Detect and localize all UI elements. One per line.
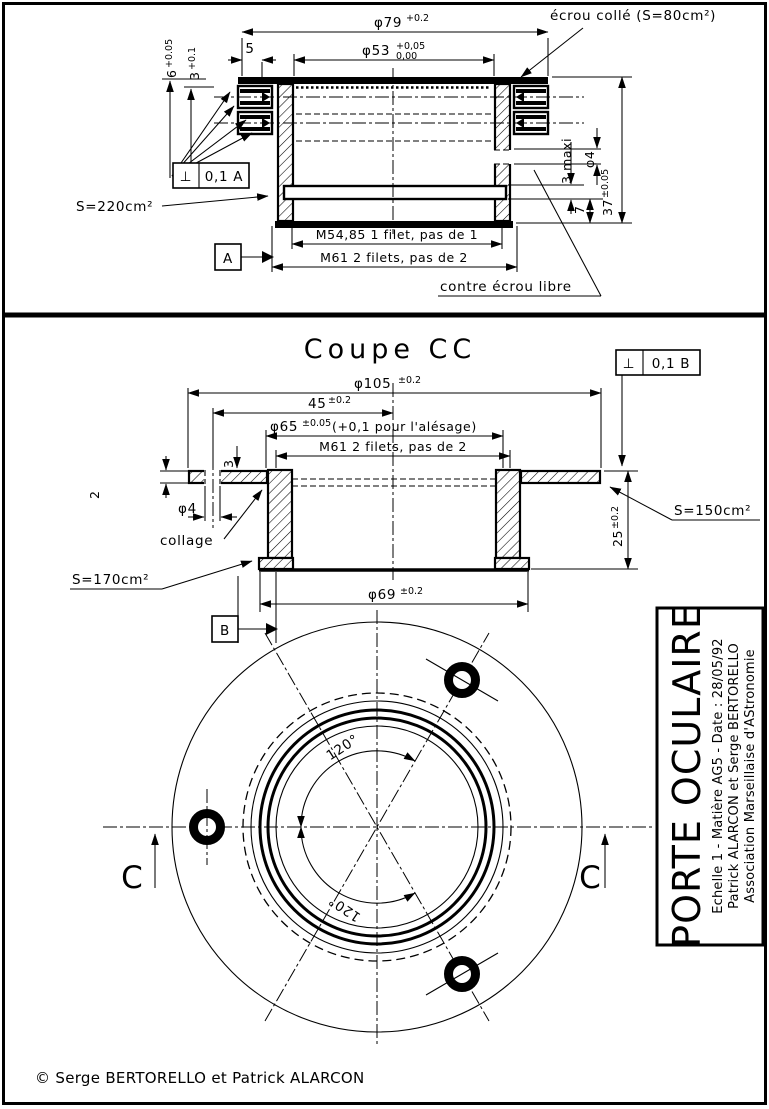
perpendicularity-icon: ⊥ (179, 169, 193, 185)
shoulder-ring (284, 186, 506, 199)
dim-5-label: 5 (245, 41, 255, 57)
svg-text:±0.05: ±0.05 (600, 168, 611, 198)
datum-a-label: A (223, 251, 233, 267)
left-flange (189, 471, 267, 483)
svg-text:+0.1: +0.1 (187, 46, 198, 70)
svg-text:3: 3 (221, 459, 236, 468)
svg-text:37: 37 (600, 198, 615, 216)
coupe-cc-title: Coupe CC (303, 334, 477, 365)
sheet-frame (2, 4, 767, 1104)
dim-phi79-tol: +0.2 (406, 13, 430, 24)
dim-phi105-tol: ±0.2 (398, 375, 422, 386)
title-block-line2: Patrick ALARCON et Serge BERTORELLO (727, 643, 742, 909)
dim-phi65-tol: ±0.05 (302, 418, 332, 429)
svg-text:3: 3 (187, 71, 202, 80)
dim-phi53-label: φ53 (362, 43, 391, 59)
right-flange (521, 471, 600, 483)
dim-phi4-top-label (582, 151, 597, 168)
s150-label: S=150cm² (674, 503, 752, 519)
dim-phi65-label: φ65 (270, 419, 299, 435)
fcf-b-tolerance: 0,1 B (651, 356, 691, 372)
left-wall (268, 470, 292, 558)
copyright-text: © Serge BERTORELLO et Patrick ALARCON (35, 1069, 365, 1087)
svg-text:φ4: φ4 (582, 150, 597, 168)
dim-m61-top-label: M61 2 filets, pas de 2 (320, 250, 468, 265)
collage-label: collage (160, 533, 214, 549)
datum-b-label: B (220, 623, 230, 639)
dim-phi53-tol-upper: +0,05 (396, 41, 426, 52)
contre-ecrou-label: contre écrou libre (440, 279, 572, 295)
dim-phi69-tol: ±0.2 (400, 586, 424, 597)
svg-text:25: 25 (610, 529, 625, 547)
s170-label: S=170cm² (72, 572, 150, 588)
left-wall-hatch (278, 84, 293, 221)
s220-label: S=220cm² (76, 199, 154, 215)
dim-45-label: 45 (308, 396, 327, 412)
dim-phi105-label: φ105 (354, 376, 392, 392)
dim-phi4-coupe-label: φ4 (178, 501, 197, 517)
svg-text:7: 7 (572, 205, 587, 214)
dim-phi79-label: φ79 (374, 15, 403, 31)
perpendicularity-icon: ⊥ (622, 356, 636, 372)
section-c-right-label: C (579, 860, 601, 896)
dim-45-tol: ±0.2 (328, 395, 352, 406)
ecrou-colle-label: écrou collé (S=80cm²) (550, 8, 717, 24)
section-c-left-label: C (121, 860, 143, 896)
svg-text:±0.2: ±0.2 (610, 505, 621, 529)
feature-control-frame-a (173, 163, 249, 188)
svg-text:6: 6 (164, 69, 179, 78)
dim-m5485-label: M54,85 1 filet, pas de 1 (315, 227, 479, 242)
title-block-line1: Echelle 1 - Matière AG5 - Date : 28/05/92 (711, 638, 726, 914)
title-block (657, 604, 763, 948)
dim-phi65-note: (+0,1 pour l'alésage) (332, 419, 477, 434)
right-wall (496, 470, 520, 558)
dim-3-coupe-label (221, 459, 236, 468)
svg-text:+0.05: +0.05 (164, 38, 175, 68)
title-block-line3: Association Marseillaise d'AStronomie (743, 649, 758, 903)
dim-phi53-tol-lower: 0,00 (396, 51, 418, 62)
svg-text:2: 2 (87, 490, 102, 499)
dim-m61-label: M61 2 filets, pas de 2 (319, 439, 467, 454)
dim-2-label (87, 490, 102, 499)
angle-120-bottom-label: 120° (325, 891, 364, 925)
drawing-title: PORTE OCULAIRE (665, 604, 709, 948)
angle-120-top-label: 120° (323, 731, 362, 764)
fcf-a-tolerance: 0,1 A (204, 169, 244, 185)
dim-3maxi-label (559, 138, 574, 184)
svg-text:3 maxi: 3 maxi (559, 137, 574, 184)
dim-7-label (572, 205, 587, 214)
dim-phi69-label: φ69 (368, 587, 397, 603)
